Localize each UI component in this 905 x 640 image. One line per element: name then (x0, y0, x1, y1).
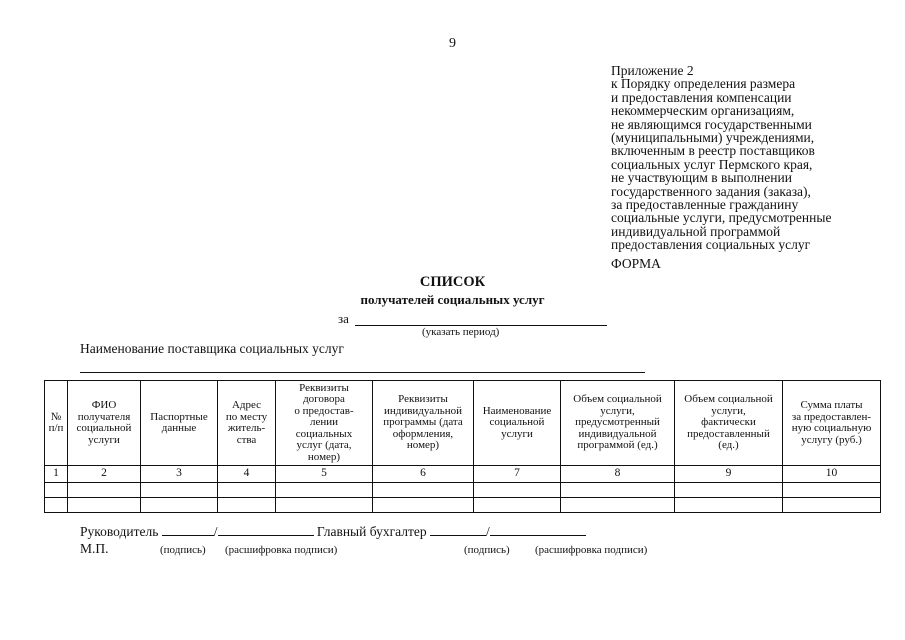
head-decoding-hint: (расшифровка подписи) (225, 544, 338, 556)
head-signature-hint: (подпись) (160, 544, 206, 556)
column-header-line: Паспортные (150, 410, 208, 423)
appendix-line: государственного задания (заказа), (611, 183, 811, 199)
form-label: ФОРМА (611, 256, 661, 271)
chief-accountant-label: Главный бухгалтер (316, 524, 427, 539)
table-cell[interactable] (45, 498, 68, 513)
column-header-line: Объем социальной (684, 393, 773, 406)
column-number: 3 (141, 466, 218, 483)
column-number: 6 (373, 466, 474, 483)
column-header-line: индивидуальной (383, 404, 463, 417)
column-header-line: Сумма платы (800, 399, 863, 411)
appendix-line: не участвующим в выполнении (611, 170, 792, 186)
head-signature-field[interactable] (162, 523, 214, 536)
head-decoding-field[interactable] (218, 523, 314, 536)
column-number: 5 (276, 466, 373, 483)
table-row (45, 498, 881, 513)
column-number: 7 (474, 466, 561, 483)
signature-line (80, 523, 586, 540)
accountant-signature-field[interactable] (430, 523, 486, 536)
column-header-line: ства (236, 433, 257, 446)
table-cell[interactable] (276, 483, 373, 498)
page-number: 9 (449, 36, 456, 51)
table-cell[interactable] (45, 483, 68, 498)
appendix-line: некоммерческим организациям, (611, 103, 795, 119)
column-header (474, 381, 561, 466)
table-cell[interactable] (474, 498, 561, 513)
column-header-line: услуги (88, 433, 120, 446)
appendix-line: включенным в реестр поставщиков (611, 143, 815, 159)
column-header (373, 381, 474, 466)
column-header (45, 381, 68, 466)
column-header-line: фактически (701, 416, 756, 429)
column-header-line: о предостав- (294, 404, 354, 417)
column-header-line: услуги, (711, 404, 746, 417)
column-number: 10 (783, 466, 881, 483)
table-cell[interactable] (141, 483, 218, 498)
appendix-line: к Порядку определения размера (611, 76, 796, 92)
column-header (218, 381, 276, 466)
column-header-line: за предоставлен- (791, 410, 872, 423)
column-header-line: услуг (дата, (296, 439, 352, 452)
document-subtitle: получателей социальных услуг (360, 292, 545, 307)
appendix-line: социальные услуги, предусмотренные (611, 210, 832, 226)
column-header-line: предусмотренный (575, 416, 660, 429)
column-header-line: ФИО (91, 399, 117, 411)
column-header-line: Адрес (231, 399, 262, 411)
column-header-line: получателя (77, 410, 131, 423)
column-header-line: по месту (225, 410, 268, 423)
table-cell[interactable] (783, 483, 881, 498)
appendix-line: индивидуальной программой (611, 223, 781, 239)
column-header (68, 381, 141, 466)
table-cell[interactable] (675, 483, 783, 498)
appendix-line: (муниципальными) учреждениями, (611, 130, 815, 146)
table-cell[interactable] (783, 498, 881, 513)
column-header (276, 381, 373, 466)
column-header-line: предоставленный (687, 427, 770, 440)
column-header-line: житель- (227, 422, 266, 434)
column-header-line: Реквизиты (398, 393, 448, 406)
column-number: 9 (675, 466, 783, 483)
column-header-line: лении (309, 416, 339, 429)
table-cell[interactable] (218, 498, 276, 513)
column-header-line: Наименование (482, 404, 552, 417)
column-header-line: номер) (307, 450, 341, 463)
table-cell[interactable] (675, 498, 783, 513)
column-header-line: данные (161, 422, 197, 434)
column-header-line: услуги, (600, 404, 635, 417)
column-header (675, 381, 783, 466)
column-number: 2 (68, 466, 141, 483)
table-header-row (45, 381, 881, 466)
table-cell[interactable] (68, 483, 141, 498)
table-cell[interactable] (561, 498, 675, 513)
column-header-line: социальных (295, 427, 353, 440)
table-cell[interactable] (373, 498, 474, 513)
table-cell[interactable] (474, 483, 561, 498)
accountant-decoding-hint: (расшифровка подписи) (535, 544, 648, 556)
provider-label: Наименование поставщика социальных услуг (80, 341, 344, 356)
column-header-line: услугу (руб.) (801, 433, 862, 446)
table-cell[interactable] (276, 498, 373, 513)
column-header-line: номер) (406, 439, 440, 452)
table-cell[interactable] (218, 483, 276, 498)
column-header-line: ную социальную (791, 422, 872, 434)
document-title: СПИСОК (419, 274, 486, 290)
table-cell[interactable] (561, 483, 675, 498)
period-prefix: за (338, 311, 349, 326)
column-header-line: услуги (501, 427, 533, 440)
column-header-line: (ед.) (718, 439, 739, 452)
table-cell[interactable] (141, 498, 218, 513)
column-header-line: социальной (489, 416, 545, 429)
table-number-row (45, 466, 881, 483)
column-header-line: программы (дата (383, 416, 463, 429)
table-row (45, 483, 881, 498)
appendix-line: предоставления социальных услуг (611, 237, 811, 253)
appendix-line: социальных услуг Пермского края, (611, 156, 813, 172)
head-label: Руководитель (80, 524, 159, 539)
column-header-line: п/п (48, 422, 64, 434)
column-header-line: Объем социальной (573, 393, 662, 406)
column-header-line: № (50, 410, 62, 423)
appendix-note (611, 64, 831, 252)
stamp-label: М.П. (80, 541, 109, 556)
appendix-line: Приложение 2 (611, 63, 694, 78)
recipients-table (44, 380, 881, 513)
column-number: 8 (561, 466, 675, 483)
appendix-line: и предоставления компенсации (611, 89, 792, 105)
column-header-line: Реквизиты (299, 381, 349, 394)
provider-field[interactable] (80, 372, 645, 373)
column-header (141, 381, 218, 466)
column-header-line: программой (ед.) (577, 439, 658, 452)
column-header-line: договора (303, 393, 345, 406)
appendix-line: за предоставленные гражданину (611, 197, 799, 213)
table-cell[interactable] (373, 483, 474, 498)
appendix-line: не являющимся государственными (611, 116, 812, 132)
accountant-decoding-field[interactable] (490, 523, 586, 536)
column-header-line: социальной (76, 422, 132, 434)
period-hint: (указать период) (422, 326, 500, 338)
column-number: 4 (218, 466, 276, 483)
column-number: 1 (45, 466, 68, 483)
table-cell[interactable] (68, 498, 141, 513)
column-header-line: оформления, (392, 427, 454, 440)
column-header-line: индивидуальной (578, 427, 657, 440)
separator: / (213, 524, 218, 539)
separator: / (485, 524, 490, 539)
column-header (561, 381, 675, 466)
accountant-signature-hint: (подпись) (464, 544, 510, 556)
column-header (783, 381, 881, 466)
